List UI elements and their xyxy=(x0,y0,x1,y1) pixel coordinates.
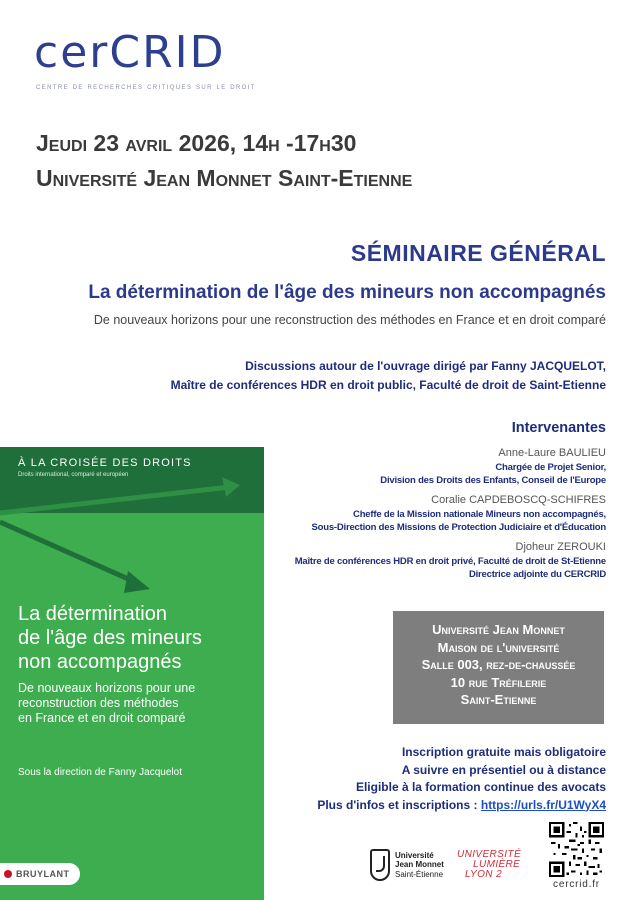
speaker-role: Sous-Direction des Missions de Protection Judiciaire et d'Éducation xyxy=(311,522,606,533)
book-title-line: non accompagnés xyxy=(18,651,182,673)
book-title-line: La détermination xyxy=(18,603,167,625)
address-line: Université Jean Monnet xyxy=(432,622,565,637)
book-subtitle-line: reconstruction des méthodes xyxy=(18,696,179,710)
lyon-line: UNIVERSITÉ xyxy=(457,849,522,860)
address-line: Maison de l'université xyxy=(437,639,560,655)
cercrid-logo xyxy=(34,26,284,96)
bruylant-logo xyxy=(0,863,80,885)
info-line-2: A suivre en présentiel ou à distance xyxy=(401,762,606,777)
registration-info xyxy=(317,744,606,814)
qr-caption: cercrid.fr xyxy=(553,879,600,890)
logo-tagline: centre de recherches critiques sur le droit xyxy=(36,82,256,91)
book-title xyxy=(18,602,202,674)
lyon-line: LYON 2 xyxy=(465,869,503,880)
speaker-role: Chargée de Projet Senior, xyxy=(495,462,606,473)
ujm-line: Saint-Étienne xyxy=(395,869,444,879)
event-venue: Université Jean Monnet Saint-Etienne xyxy=(36,165,413,191)
seminar-title: SÉMINAIRE GÉNÉRAL xyxy=(350,240,606,266)
arrow-line-up xyxy=(0,487,230,513)
ujm-line: Université xyxy=(395,850,434,860)
speaker-role: Maître de conférences HDR en droit privé, Faculté de droit de St-Etienne xyxy=(294,556,606,567)
speaker-role: Cheffe de la Mission nationale Mineurs non accompagnés, xyxy=(353,509,606,520)
bruylant-dot-icon xyxy=(4,870,12,878)
discussion-line-2: Maître de conférences HDR en droit public, Faculté de droit de Saint-Etienne xyxy=(170,378,606,392)
book-arrows-graphic xyxy=(0,447,264,607)
speaker-item xyxy=(266,445,606,487)
bruylant-text: BRUYLANT xyxy=(16,869,70,879)
seminar-description: De nouveaux horizons pour une reconstruction des méthodes en France et en droit comparé xyxy=(93,313,606,327)
arrow-head-down xyxy=(124,571,150,593)
book-direction: Sous la direction de Fanny Jacquelot xyxy=(18,767,182,778)
speaker-name: Djoheur ZEROUKI xyxy=(515,541,606,553)
speaker-item xyxy=(266,539,606,581)
book-title-line: de l'âge des mineurs xyxy=(18,627,202,649)
speaker-name: Anne-Laure BAULIEU xyxy=(498,447,606,459)
address-line: Salle 003, rez-de-chaussée xyxy=(421,657,576,672)
ujm-line: Jean Monnet xyxy=(395,860,444,870)
address-line: 10 rue Tréfilerie xyxy=(450,674,547,690)
speaker-role: Directrice adjointe du CERCRID xyxy=(468,569,606,580)
lyon-line: LUMIÈRE xyxy=(473,859,521,870)
book-subtitle-line: De nouveaux horizons pour une xyxy=(18,681,196,695)
speakers-title: Intervenantes xyxy=(511,420,606,436)
book-cover xyxy=(0,447,264,900)
seminar-subtitle: La détermination de l'âge des mineurs non accompagnés xyxy=(88,282,606,303)
book-subtitle xyxy=(18,681,195,726)
arrow-head-up xyxy=(222,477,240,497)
speaker-name: Coralie CAPDEBOSCQ-SCHIFRES xyxy=(431,494,606,506)
ujm-text xyxy=(395,851,444,880)
ujm-logo xyxy=(370,849,444,881)
discussion-block xyxy=(171,357,606,395)
speaker-item xyxy=(266,492,606,534)
discussion-line-1: Discussions autour de l'ouvrage dirigé par Fanny JACQUELOT, xyxy=(245,359,606,373)
info-line-3: Eligible à la formation continue des avocats xyxy=(355,780,606,794)
event-date-time: Jeudi 23 avril 2026, 14h -17h30 xyxy=(36,130,357,156)
address-line: Saint-Etienne xyxy=(460,692,537,707)
info-prefix: Plus d'infos et inscriptions : xyxy=(317,797,481,812)
logo-wordmark: cerCRID xyxy=(34,27,226,78)
address-box xyxy=(393,611,604,724)
registration-link[interactable]: https://urls.fr/U1WyX4 xyxy=(480,797,606,812)
ujm-mark-icon xyxy=(370,849,390,881)
lyon2-logo xyxy=(453,850,533,880)
info-line-1: Inscription gratuite mais obligatoire xyxy=(401,745,606,759)
info-line-4 xyxy=(317,797,606,815)
speaker-role: Division des Droits des Enfants, Conseil de l'Europe xyxy=(380,475,606,486)
speakers-section xyxy=(266,420,606,586)
book-series: À LA CROISÉE DES DROITS xyxy=(18,457,192,469)
book-series-subtitle: Droits international, comparé et européen xyxy=(18,472,129,478)
arrow-line-down xyxy=(0,522,135,582)
qr-code[interactable] xyxy=(549,822,604,877)
book-subtitle-line: en France et en droit comparé xyxy=(18,711,186,725)
